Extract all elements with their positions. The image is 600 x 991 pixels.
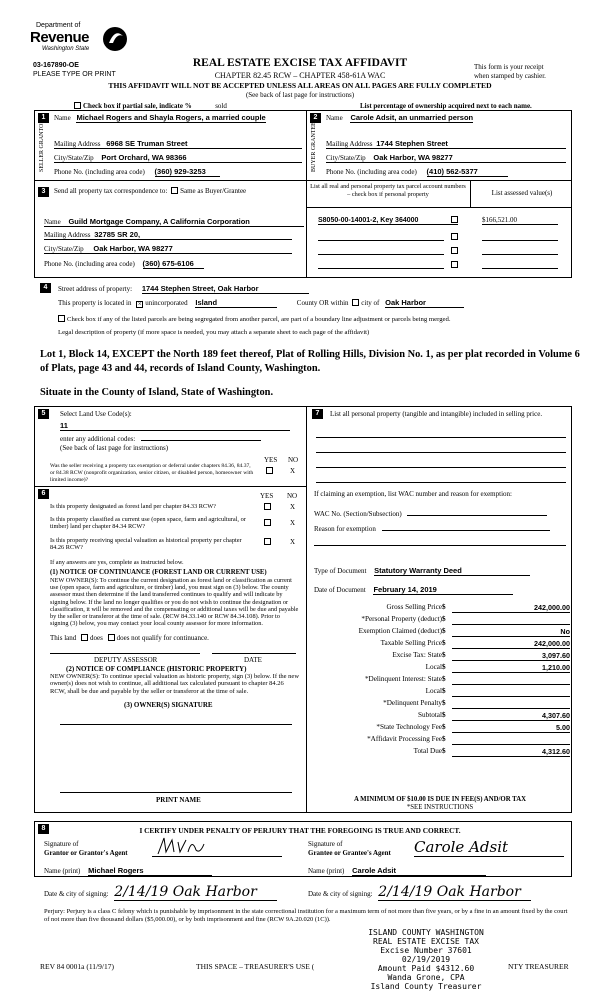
legal-label: Legal description of property (if more space is needed, you may attach a separate sheet to each page of the affidavit) [58, 329, 370, 336]
form-title: REAL ESTATE EXCISE TAX AFFIDAVIT [192, 57, 408, 69]
segregated-label: Check box if any of the listed parcels are being segregated from another parcel, are part of a boundary line adjustment or parcels being merged. [67, 316, 451, 323]
see-instructions: (See back of last page for instructions) [245, 91, 355, 99]
situate-line: Situate in the County of Island, State of Washington. [40, 387, 274, 398]
buyer-city[interactable]: Oak Harbor, WA 98277 [373, 153, 453, 162]
personal-property-line-4 [316, 482, 566, 483]
section-3-number: 3 [38, 187, 49, 197]
tax-row-value[interactable] [452, 675, 570, 685]
continuance-text: NEW OWNER(S): To continue the current designation as forest land or classification as current use (open space, farm and agriculture, or timber) land, you must sign on (3) below. The county assessor must then determine if the land transferred continues to qualify and will indicate by signing below. If the land no longer qualifies or you do not wish to continue the designation or classification, it will be removed and the compensating or additional taxes will be due and payable by the seller or transferor at the time of sale. (RCW 84.33.140 or RCW 84.34.108). Prior to signing (3) below, you may contact your local county assessor for more information. [50, 577, 299, 628]
street-label: Street address of property: [58, 285, 133, 293]
seller-section [34, 110, 306, 180]
city-value[interactable]: Oak Harbor [385, 298, 464, 308]
doc-type-row [314, 566, 566, 575]
seller-city-label: City/State/Zip [54, 154, 94, 162]
historic-text: NEW OWNER(S): To continue special valuation as historic property, sign (3) below. If the new owner(s) does not wish to continue, all additional tax calculated pursuant to chapter 84.26 RCW, shall be due and payable by the seller or transferor at the time of sale. [50, 673, 300, 695]
land-use-see: (See back of last page for instructions) [60, 444, 169, 452]
grantee-signature[interactable]: Carole Adsit [414, 838, 564, 857]
property-street[interactable]: 1744 Stephen Street, Oak Harbor [142, 284, 309, 294]
s6-yes-header: YES [260, 492, 274, 500]
forest-no-x: X [290, 503, 296, 511]
tax-row [314, 711, 570, 723]
tax-row-dollar: $ [442, 735, 446, 743]
parcel-header: List all real and personal property tax parcel account numbers – check box if personal property [310, 183, 466, 198]
unincorporated-checkbox[interactable]: × [137, 300, 142, 308]
seller-side-label: SELLER GRANTOR [39, 119, 45, 172]
tax-corr-city-row [44, 244, 292, 254]
certify-statement: I CERTIFY UNDER PENALTY OF PERJURY THAT THE FOREGOING IS TRUE AND CORRECT. [139, 826, 461, 835]
tax-row-dollar: $ [442, 675, 446, 683]
current-use-yes-checkbox[interactable] [264, 519, 271, 526]
ownership-pct: List percentage of ownership acquired next to each name. [360, 102, 532, 110]
grantee-sig-label [308, 840, 391, 858]
parcel-header-line [306, 207, 572, 208]
receipt-note-2: when stamped by cashier. [474, 72, 546, 80]
tax-row-dollar: $ [442, 723, 446, 731]
tax-row [314, 627, 570, 639]
section-5-number: 5 [38, 409, 49, 419]
tax-row-label: Excise Tax: State [392, 651, 442, 659]
grantor-signature[interactable] [152, 836, 282, 857]
unincorporated-label: unincorporated [145, 299, 188, 307]
seller-address-row [54, 139, 302, 149]
tax-corr-address-row [44, 230, 292, 240]
buyer-address-label: Mailing Address [326, 140, 373, 148]
doc-date-row [314, 585, 566, 594]
buyer-phone-label: Phone No. (including area code) [326, 168, 417, 176]
seller-name-row [54, 113, 304, 122]
seller-address[interactable]: 6968 SE Truman Street [106, 139, 188, 148]
reason-line-2 [314, 545, 566, 546]
tax-row [314, 615, 570, 627]
tax-row [314, 747, 570, 759]
exemption-yes-checkbox[interactable] [266, 467, 273, 474]
tax-row-value[interactable]: 1,210.00 [452, 663, 570, 673]
grantor-sig-label-2: Grantor or Grantor's Agent [44, 849, 128, 857]
tax-corr-name-row [44, 217, 304, 227]
stamp-line-1: ISLAND COUNTY WASHINGTON [368, 928, 484, 937]
owner-signature-label: (3) OWNER(S) SIGNATURE [124, 701, 213, 709]
dept-line3: Washington State [42, 46, 90, 52]
grantor-name-row [44, 866, 294, 875]
partial-sale-checkbox[interactable] [74, 102, 81, 109]
tax-corr-header [54, 187, 304, 195]
minimum-note: A MINIMUM OF $10.00 IS DUE IN FEE(S) AND/OR TAX [353, 796, 527, 803]
buyer-side-label: BUYER GRANTEE [311, 122, 317, 172]
tax-row-dollar: $ [442, 651, 446, 659]
deputy-line [50, 653, 200, 654]
seller-phone[interactable]: (360) 929-3253 [155, 167, 220, 177]
assessed-row-2 [482, 240, 558, 241]
grantee-date-city[interactable]: 2/14/19 Oak Harbor [378, 884, 531, 901]
grantee-date-row [308, 884, 572, 900]
tax-row-label: Local [425, 663, 442, 671]
seller-phone-row [54, 167, 302, 176]
street-row [58, 284, 358, 293]
grantor-date-label: Date & city of signing: [44, 890, 109, 898]
wac-row [314, 508, 566, 518]
reason-row [314, 523, 566, 533]
buyer-city-label: City/State/Zip [326, 154, 366, 162]
parcel-row-2 [318, 240, 444, 241]
tax-row-value[interactable]: 242,000.00 [452, 603, 570, 613]
tax-correspondence-section [34, 180, 306, 278]
grantor-sig-label-1: Signature of [44, 840, 79, 848]
tax-row-dollar: $ [442, 663, 446, 671]
tax-row-label: Subtotal [418, 711, 442, 719]
tax-row-label: *Affidavit Processing Fee [367, 735, 442, 743]
segregated-checkbox[interactable] [58, 315, 65, 322]
tax-row-label: *State Technology Fee [376, 723, 442, 731]
dept-line1: Department of [36, 22, 81, 29]
tax-row-label: Exemption Claimed (deduct) [358, 627, 442, 635]
receipt-note-1: This form is your receipt [474, 63, 544, 71]
treasurer-stamp [348, 928, 504, 991]
dor-logo-icon [100, 24, 130, 54]
tax-row-dollar: $ [442, 603, 446, 611]
assessed-row-4 [482, 268, 558, 269]
form-chapter: CHAPTER 82.45 RCW – CHAPTER 458-61A WAC [214, 71, 386, 80]
tax-corr-address[interactable]: 32785 SR 20, [94, 230, 141, 239]
doc-type-label: Type of Document [314, 567, 367, 575]
section-4-number: 4 [40, 283, 51, 293]
dept-line2: Revenue [30, 29, 90, 46]
seller-city-row [54, 153, 302, 163]
buyer-name[interactable]: Carole Adsit, an unmarried person [350, 113, 474, 122]
tax-row-label: Total Due [413, 747, 442, 755]
historic-title: (2) NOTICE OF COMPLIANCE (HISTORIC PROPERTY) [66, 665, 247, 673]
reason-label: Reason for exemption [314, 525, 376, 533]
grantee-name-row [308, 866, 558, 875]
tax-row-label: *Personal Property (deduct) [361, 615, 442, 623]
assessed-value[interactable]: $166,521.00 [482, 216, 517, 224]
does-checkbox[interactable] [81, 634, 88, 641]
buyer-name-label: Name [326, 114, 343, 122]
if-yes-note: If any answers are yes, complete as instructed below. [50, 559, 184, 566]
tax-row-dollar: $ [442, 711, 446, 719]
parcel-row-3 [318, 254, 444, 255]
print-name-line [60, 792, 292, 793]
forest-question: Is this property designated as forest land per chapter 84.33 RCW? [50, 503, 216, 510]
historic-no-x: X [290, 538, 296, 546]
city-checkbox[interactable] [352, 299, 359, 306]
personal-property-line-3 [316, 467, 566, 468]
current-use-question: Is this property classified as current use (open space, farm and agricultural, or timber) land per chapter 84.34 RCW? [50, 516, 246, 530]
section-8-number: 8 [38, 824, 49, 834]
grantee-sig-label-1: Signature of [308, 840, 343, 848]
stamp-line-2: REAL ESTATE EXCISE TAX [373, 937, 479, 946]
parcel-number[interactable]: S8050-00-14001-2, Key 364000 [318, 217, 419, 224]
grantor-date-city[interactable]: 2/14/19 Oak Harbor [114, 884, 277, 901]
warning: THIS AFFIDAVIT WILL NOT BE ACCEPTED UNLESS ALL AREAS ON ALL PAGES ARE FULLY COMPLETED [108, 81, 492, 90]
county-label: County OR within [296, 299, 349, 307]
assessed-header: List assessed value(s) [491, 189, 553, 197]
tax-corr-address-label: Mailing Address [44, 231, 91, 239]
qualify-row [50, 634, 209, 642]
tax-row-label: *Delinquent Penalty [383, 699, 442, 707]
personal-property-line-2 [316, 452, 566, 453]
grantor-name-label: Name (print) [44, 867, 81, 875]
land-use-no-header: NO [288, 456, 299, 464]
personal-property-checkbox-4[interactable] [451, 261, 458, 268]
historic-question: Is this property receiving special valuation as historical property per chapter 84.26 RCW? [50, 537, 242, 551]
tax-corr-city-label: City/State/Zip [44, 245, 84, 253]
additional-codes-input[interactable] [141, 433, 261, 441]
additional-codes-label: enter any additional codes: [60, 435, 136, 443]
rev-code: REV 84 0001a (11/9/17) [40, 962, 114, 971]
tax-row-value[interactable]: No [452, 627, 570, 637]
seller-phone-label: Phone No. (including area code) [54, 168, 145, 176]
historic-yes-checkbox[interactable] [264, 538, 271, 545]
tax-row-value[interactable] [452, 699, 570, 709]
deputy-label: DEPUTY ASSESSOR [94, 656, 158, 664]
continuance-title: (1) NOTICE OF CONTINUANCE (FOREST LAND OR CURRENT USE) [50, 569, 267, 576]
tax-row-label: Gross Selling Price [386, 603, 442, 611]
tax-row [314, 699, 570, 711]
perjury-notice [44, 908, 572, 924]
section-5-6-divider [34, 486, 306, 487]
current-use-no-x: X [290, 519, 296, 527]
stamp-line-4: 02/19/2019 [401, 955, 451, 964]
section-6-number: 6 [38, 489, 49, 499]
grantor-date-row [44, 884, 294, 900]
tax-corr-phone-label: Phone No. (including area code) [44, 260, 135, 268]
tax-row-value[interactable]: 5.00 [452, 723, 570, 733]
perjury-text: Perjury: Perjury is a class C felony which is punishable by imprisonment in the state correctional institution for a maximum term of not more than five years, or by a fine in an amount fixed by the court of not more than five thousand dollars ($5,000.00), or by both imprisonment and fine (RCW 9A.20.020 (1C)). [44, 908, 568, 923]
grantee-name-label: Name (print) [308, 867, 345, 875]
tax-row-dollar: $ [442, 639, 446, 647]
buyer-name-row [326, 113, 566, 122]
doc-date-label: Date of Document [314, 586, 366, 594]
county-value[interactable]: Island [195, 298, 277, 308]
buyer-phone-row [326, 167, 566, 176]
does-not-label: does not qualify for continuance. [116, 634, 209, 642]
dor-logo [28, 16, 118, 58]
parcel-row-1 [318, 216, 458, 225]
wac-label: WAC No. (Section/Subsection) [314, 510, 402, 518]
section-2-number: 2 [310, 113, 321, 123]
grantee-date-label: Date & city of signing: [308, 890, 373, 898]
grantee-name[interactable]: Carole Adsit [352, 866, 486, 876]
buyer-section [306, 110, 572, 180]
tax-row-value[interactable]: 3,097.60 [452, 651, 570, 661]
personal-property-label: List all personal property (tangible and intangible) included in selling price. [330, 410, 543, 418]
assessed-row-3 [482, 254, 558, 255]
doc-type[interactable]: Statutory Warranty Deed [374, 566, 530, 576]
s6-no-header: NO [287, 492, 298, 500]
stamp-line-3: Excise Number 37601 [380, 946, 472, 955]
tax-corr-phone[interactable]: (360) 675-6106 [143, 259, 204, 269]
tax-row-label: *Delinquent Interest: State [364, 675, 442, 683]
tax-row-label: Taxable Selling Price [380, 639, 442, 647]
stamp-line-7: Island County Treasurer [370, 982, 482, 991]
tax-row-dollar: $ [442, 747, 446, 755]
treasurer-space: THIS SPACE – TREASURER'S USE ( [196, 962, 315, 971]
tax-row-label: Local [425, 687, 442, 695]
print-name-label: PRINT NAME [156, 796, 201, 804]
stamp-line-6: Wanda Grone, CPA [387, 973, 465, 982]
tax-corr-phone-row [44, 259, 292, 268]
exemption-question: Was the seller receiving a property tax exemption or deferral under chapters 84.36, 84.37, or 84.38 RCW (nonprofit organization, senior citizen, or disabled person, homeowner with limited income)? [50, 463, 254, 483]
land-use-label: Select Land Use Code(s): [60, 410, 132, 418]
personal-property-line-1 [316, 437, 566, 438]
tax-row-value[interactable]: 242,000.00 [452, 639, 570, 649]
exemption-no-x: X [290, 467, 296, 475]
forest-yes-checkbox[interactable] [264, 503, 271, 510]
seller-name-label: Name [54, 114, 71, 122]
deputy-date-line [212, 653, 296, 654]
land-use-code-row [60, 421, 290, 431]
tax-row [314, 603, 570, 615]
does-not-checkbox[interactable] [108, 634, 115, 641]
parcel-row-4 [318, 268, 444, 269]
grantee-sig-label-2: Grantee or Grantee's Agent [308, 849, 391, 857]
tax-row-dollar: $ [442, 699, 446, 707]
sold-label: sold [215, 102, 227, 110]
parcel-assessed-divider [470, 180, 471, 207]
wac-input[interactable] [407, 508, 547, 516]
seller-address-label: Mailing Address [54, 140, 101, 148]
partial-sale [74, 102, 227, 110]
land-use-yes-header: YES [264, 456, 278, 464]
tax-corr-name-label: Name [44, 218, 61, 226]
buyer-address-row [326, 139, 566, 149]
tax-row [314, 651, 570, 663]
reason-input[interactable] [382, 523, 550, 531]
personal-property-checkbox-3[interactable] [451, 247, 458, 254]
county-treasurer: NTY TREASURER [508, 962, 569, 971]
tax-row-value[interactable] [452, 687, 570, 697]
section-7-number: 7 [312, 409, 323, 419]
tax-row [314, 675, 570, 687]
tax-row-dollar: $ [442, 627, 446, 635]
tax-row [314, 663, 570, 675]
located-label: This property is located in [58, 299, 132, 307]
lower-divider [306, 406, 307, 813]
tax-row-dollar: $ [442, 615, 446, 623]
tax-computation-table [314, 603, 570, 759]
does-label: does [90, 634, 103, 642]
deputy-date-label: DATE [244, 656, 262, 664]
segregated-row [58, 315, 578, 323]
land-use-code[interactable]: 11 [60, 421, 68, 430]
tax-row [314, 735, 570, 747]
this-land-label: This land [50, 634, 77, 642]
city-of-label: city of [361, 299, 380, 307]
same-as-buyer-label: Same as Buyer/Grantee [180, 187, 247, 195]
tax-corr-name[interactable]: Guild Mortgage Company, A California Corporation [68, 217, 250, 226]
see-instructions-note: *SEE INSTRUCTIONS [406, 804, 474, 811]
doc-date[interactable]: February 14, 2019 [373, 585, 512, 595]
tax-corr-city[interactable]: Oak Harbor, WA 98277 [93, 244, 173, 253]
owner-signature-line [60, 724, 292, 725]
print-note: PLEASE TYPE OR PRINT [33, 71, 116, 78]
tax-row-value[interactable]: 4,312.60 [452, 747, 570, 757]
tax-row [314, 723, 570, 735]
grantor-signature-mark [152, 836, 212, 856]
tax-row-value[interactable]: 4,307.60 [452, 711, 570, 721]
form-code: 03-167890-OE [33, 62, 79, 69]
exemption-label: If claiming an exemption, list WAC number and reason for exemption: [314, 490, 512, 498]
stamp-line-5: Amount Paid $4312.60 [377, 964, 475, 973]
personal-property-checkbox-1[interactable] [451, 216, 458, 223]
tax-corr-label: Send all property tax correspondence to: [54, 187, 168, 195]
legal-description: Lot 1, Block 14, EXCEPT the North 189 feet thereof, Plat of Rolling Hills, Division No. 1, as per plat recorded in Volume 6 of Plats, page 43 and 44, records of Island County, Washington. [40, 349, 580, 374]
tax-row [314, 687, 570, 699]
buyer-phone[interactable]: (410) 562-5377 [427, 167, 508, 177]
grantor-sig-label [44, 840, 128, 858]
buyer-address[interactable]: 1744 Stephen Street [376, 139, 448, 148]
tax-row [314, 639, 570, 651]
tax-row-value[interactable] [452, 615, 570, 625]
tax-row-dollar: $ [442, 687, 446, 695]
seller-city[interactable]: Port Orchard, WA 98366 [101, 153, 187, 162]
personal-property-checkbox-2[interactable] [451, 233, 458, 240]
same-as-buyer-checkbox[interactable] [171, 187, 178, 194]
partial-sale-label: Check box if partial sale, indicate % [83, 102, 192, 110]
location-row [58, 298, 578, 308]
seller-name[interactable]: Michael Rogers and Shayla Rogers, a married couple [76, 113, 266, 122]
grantor-name[interactable]: Michael Rogers [88, 866, 211, 876]
section-1-number: 1 [38, 113, 49, 123]
additional-codes-row [60, 433, 290, 443]
tax-row-value[interactable] [452, 735, 570, 745]
buyer-city-row [326, 153, 566, 163]
assessed-row-1 [482, 216, 558, 225]
